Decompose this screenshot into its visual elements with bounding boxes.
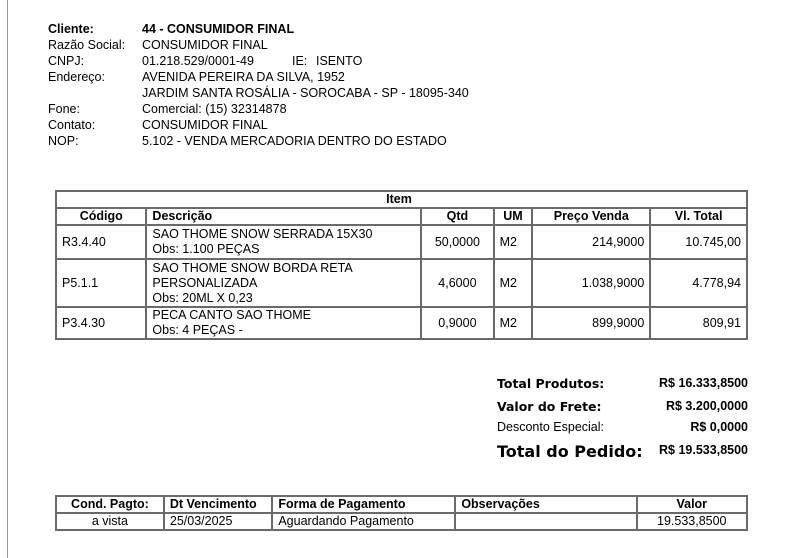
descricao-line: SAO THOME SNOW BORDA RETA bbox=[152, 260, 353, 275]
cell-forma-pagamento: Aguardando Pagamento bbox=[272, 513, 455, 530]
endereco-label: Endereço: bbox=[48, 70, 105, 84]
ie-value: ISENTO bbox=[316, 54, 363, 68]
table-row bbox=[56, 225, 747, 259]
razao-social-label: Razão Social: bbox=[48, 38, 126, 52]
cell-qtd: 0,9000 bbox=[421, 307, 493, 339]
cell-valor: 19.533,8500 bbox=[637, 513, 747, 530]
cell-total: 809,91 bbox=[650, 307, 747, 339]
cell-preco: 214,9000 bbox=[532, 225, 650, 259]
cell-qtd: 4,6000 bbox=[421, 259, 493, 307]
cnpj-label: CNPJ: bbox=[48, 54, 85, 68]
items-table bbox=[55, 190, 748, 340]
client-label: Cliente: bbox=[48, 22, 94, 36]
items-table-title: Item bbox=[56, 191, 747, 208]
cell-um: M2 bbox=[494, 225, 533, 259]
descricao-obs: Obs: 20ML X 0,23 bbox=[152, 290, 253, 305]
total-pedido-label: Total do Pedido: bbox=[497, 442, 643, 461]
header-vl-total: Vl. Total bbox=[650, 208, 747, 225]
header-dt-vencimento: Dt Vencimento bbox=[164, 496, 272, 513]
items-table-title-row bbox=[56, 191, 747, 208]
cell-observacoes bbox=[455, 513, 636, 530]
frete-label: Valor do Frete: bbox=[497, 399, 602, 414]
payment-header-row bbox=[56, 496, 747, 513]
cell-dt-vencimento: 25/03/2025 bbox=[164, 513, 272, 530]
descricao-line: PERSONALIZADA bbox=[152, 275, 258, 290]
contato-label: Contato: bbox=[48, 118, 96, 132]
cell-preco: 1.038,9000 bbox=[532, 259, 650, 307]
header-observacoes: Observações bbox=[455, 496, 636, 513]
header-descricao: Descrição bbox=[146, 208, 421, 225]
nop-value: 5.102 - VENDA MERCADORIA DENTRO DO ESTADO bbox=[142, 134, 447, 148]
cell-cond-pagto: a vista bbox=[56, 513, 164, 530]
left-margin-rule bbox=[7, 0, 8, 558]
contato-value: CONSUMIDOR FINAL bbox=[142, 118, 268, 132]
header-um: UM bbox=[494, 208, 533, 225]
descricao-obs: Obs: 4 PEÇAS - bbox=[152, 323, 243, 337]
cell-total: 4.778,94 bbox=[650, 259, 747, 307]
cell-um: M2 bbox=[494, 259, 533, 307]
nop-label: NOP: bbox=[48, 134, 79, 148]
cell-codigo: P3.4.30 bbox=[56, 307, 146, 339]
cell-codigo: R3.4.40 bbox=[56, 225, 146, 259]
fone-label: Fone: bbox=[48, 102, 80, 116]
cell-descricao bbox=[146, 307, 421, 339]
descricao-line: SAO THOME SNOW SERRADA 15X30 bbox=[152, 227, 373, 241]
endereco-line2-value: JARDIM SANTA ROSÁLIA - SOROCABA - SP - 18095-340 bbox=[142, 86, 469, 100]
descricao-obs: Obs: 1.100 PEÇAS bbox=[152, 242, 260, 256]
header-preco-venda: Preço Venda bbox=[532, 208, 650, 225]
cell-total: 10.745,00 bbox=[650, 225, 747, 259]
cell-preco: 899,9000 bbox=[532, 307, 650, 339]
header-cond-pagto: Cond. Pagto: bbox=[56, 496, 164, 513]
frete-value: R$ 3.200,0000 bbox=[665, 399, 748, 413]
total-produtos-label: Total Produtos: bbox=[497, 376, 605, 391]
total-pedido-value: R$ 19.533,8500 bbox=[659, 443, 748, 457]
client-value: 44 - CONSUMIDOR FINAL bbox=[142, 22, 295, 36]
ie-label: IE: bbox=[292, 54, 308, 68]
cell-qtd: 50,0000 bbox=[421, 225, 493, 259]
table-row bbox=[56, 307, 747, 339]
desconto-value: R$ 0,0000 bbox=[690, 420, 748, 434]
cell-codigo: P5.1.1 bbox=[56, 259, 146, 307]
header-forma-pagamento: Forma de Pagamento bbox=[272, 496, 455, 513]
razao-social-value: CONSUMIDOR FINAL bbox=[142, 38, 268, 52]
header-codigo: Código bbox=[56, 208, 146, 225]
payment-row bbox=[56, 513, 747, 530]
cell-descricao bbox=[146, 225, 421, 259]
table-row bbox=[56, 259, 747, 307]
fone-value: Comercial: (15) 32314878 bbox=[142, 102, 287, 116]
desconto-label: Desconto Especial: bbox=[497, 420, 605, 434]
items-table-header-row bbox=[56, 208, 747, 225]
cnpj-value: 01.218.529/0001-49 bbox=[142, 54, 254, 68]
descricao-line: PECA CANTO SAO THOME bbox=[152, 308, 312, 322]
payment-table bbox=[55, 495, 748, 531]
cell-um: M2 bbox=[494, 307, 533, 339]
header-valor: Valor bbox=[637, 496, 747, 513]
header-qtd: Qtd bbox=[421, 208, 493, 225]
total-produtos-value: R$ 16.333,8500 bbox=[659, 376, 748, 390]
endereco-value: AVENIDA PEREIRA DA SILVA, 1952 bbox=[142, 70, 345, 84]
cell-descricao bbox=[146, 259, 421, 307]
